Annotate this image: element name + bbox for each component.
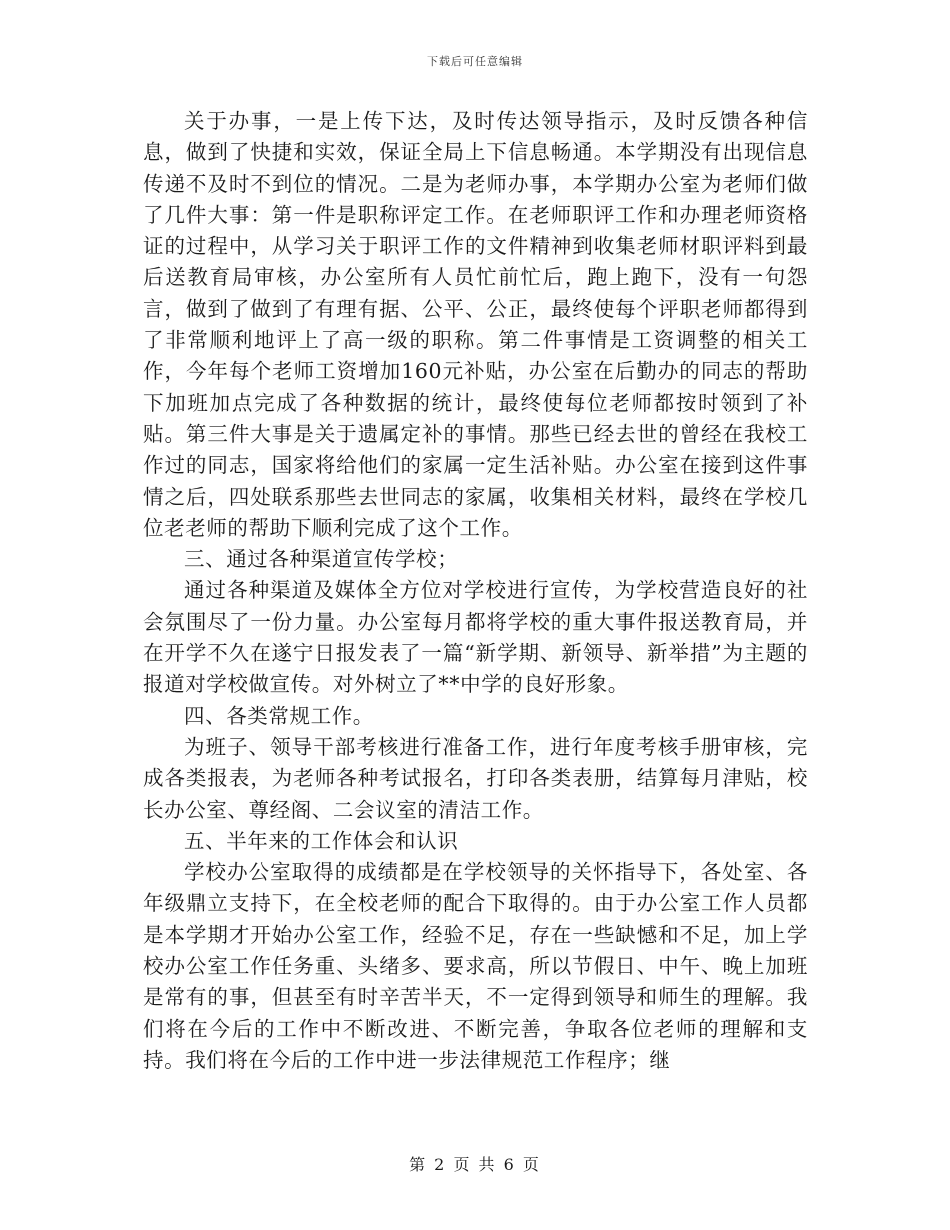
section-heading-routine-work: 四、各类常规工作。 bbox=[184, 703, 374, 728]
page-header-note: 下载后可任意编辑 bbox=[427, 55, 523, 68]
section-heading-reflections: 五、半年来的工作体会和认识 bbox=[184, 828, 459, 853]
page-number-footer: 第 2 页 共 6 页 bbox=[409, 1155, 541, 1174]
section-heading-publicity: 三、通过各种渠道宣传学校； bbox=[184, 547, 459, 572]
paragraph-reflections: 学校办公室取得的成绩都是在学校领导的关怀指导下，各处室、各年级鼎立支持下，在全校老师的配合下取得的。由于办公室工作人员都是本学期才开始办公室工作，经验不足，存在一些缺憾和不足，加上学校办公室工作任务重、头绪多、要求高，所以节假日、中午、晚上加班是常有的事，但甚至有时辛苦半天，不一定得到领导和师生的理解。我们将在今后的工作中不断改进、不断完善，争取各位老师的理解和支持。我们将在今后的工作中进一步法律规范工作程序；继 bbox=[143, 860, 808, 1072]
paragraph-publicity: 通过各种渠道及媒体全方位对学校进行宣传，为学校营造良好的社会氛围尽了一份力量。办公室每月都将学校的重大事件报送教育局，并在开学不久在遂宁日报发表了一篇“新学期、新领导、新举措”为主题的报道对学校做宣传。对外树立了**中学的良好形象。 bbox=[143, 578, 808, 697]
paragraph-routine-work: 为班子、领导干部考核进行准备工作，进行年度考核手册审核，完成各类报表，为老师各种考试报名，打印各类表册，结算每月津贴，校长办公室、尊经阁、二会议室的清洁工作。 bbox=[143, 734, 808, 822]
document-body bbox=[143, 106, 808, 1076]
paragraph-office-affairs: 关于办事，一是上传下达，及时传达领导指示，及时反馈各种信息，做到了快捷和实效，保证全局上下信息畅通。本学期没有出现信息传递不及时不到位的情况。二是为老师办事，本学期办公室为老师们做了几件大事：第一件是职称评定工作。在老师职评工作和办理老师资格证的过程中，从学习关于职评工作的文件精神到收集老师材职评料到最后送教育局审核，办公室所有人员忙前忙后，跑上跑下，没有一句怨言，做到了做到了有理有据、公平、公正，最终使每个评职老师都得到了非常顺利地评上了高一级的职称。第二件事情是工资调整的相关工作，今年每个老师工资增加160元补贴，办公室在后勤办的同志的帮助下加班加点完成了各种数据的统计，最终使每位老师都按时领到了补贴。第三件大事是关于遗属定补的事情。那些已经去世的曾经在我校工作过的同志，国家将给他们的家属一定生活补贴。办公室在接到这件事情之后，四处联系那些去世同志的家属，收集相关材料，最终在学校几位老老师的帮助下顺利完成了这个工作。 bbox=[143, 109, 808, 540]
